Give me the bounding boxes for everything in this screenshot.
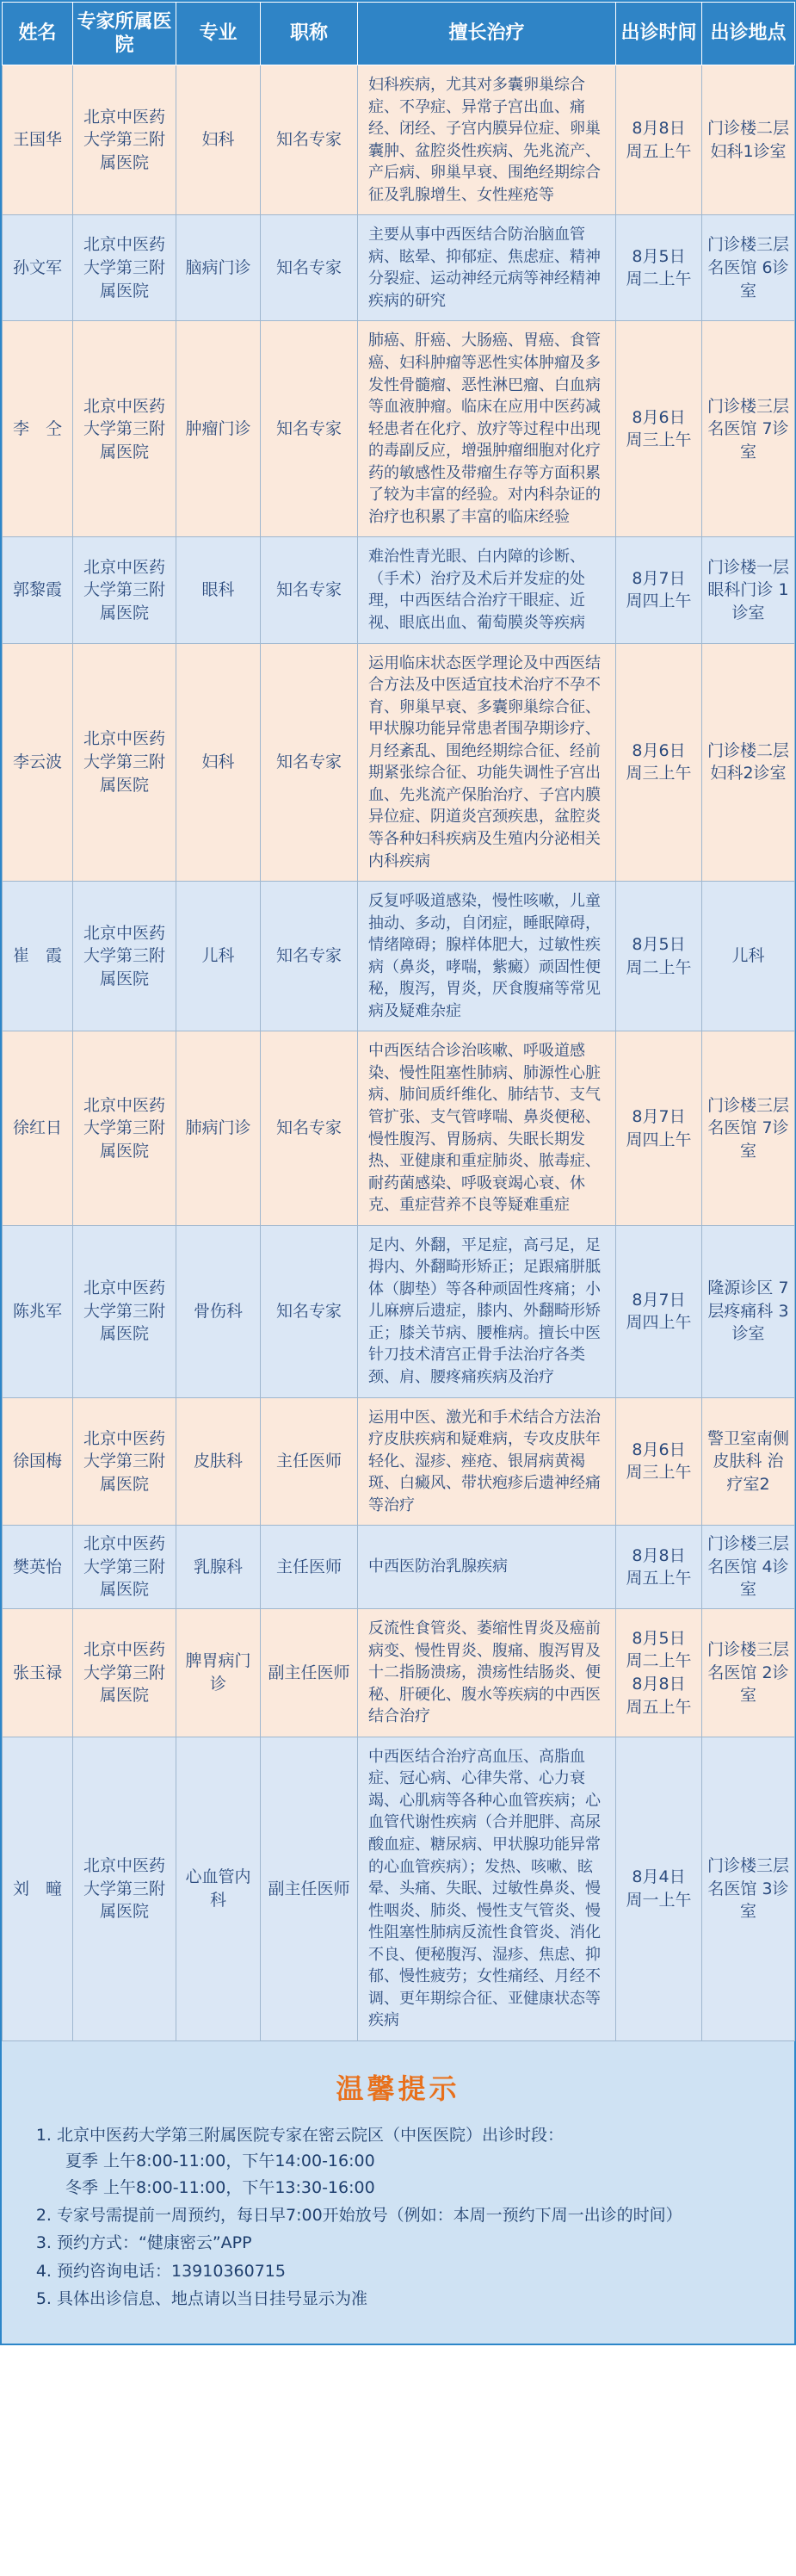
table-row bbox=[3, 1397, 795, 1526]
cell-title: 副主任医师 bbox=[261, 1737, 358, 2040]
cell-specialty: 中西医结合治疗高血压、高脂血症、冠心病、心律失常、心力衰竭、心肌病等各种心血管疾病；心血管代谢性疾病（合并肥胖、高尿酸血症、糖尿病、甲状腺功能异常的心血管疾病）；发热、咳嗽、眩晕、头痛、失眠、过敏性鼻炎、慢性咽炎、肺炎、慢性支气管炎、慢性阻塞性肺病反流性食管炎、消化不良、便秘腹泻、湿疹、焦虑、抑郁、慢性疲劳；女性痛经、月经不调、更年期综合征、亚健康状态等疾病 bbox=[358, 1737, 616, 2040]
cell-dept: 皮肤科 bbox=[176, 1397, 261, 1526]
cell-specialty: 反复呼吸道感染，慢性咳嗽，儿童抽动、多动，自闭症，睡眠障碍，情绪障碍；腺样体肥大，过敏性疾病（鼻炎，哮喘，紫癜）顽固性便秘，腹泻，胃炎，厌食腹痛等常见病及疑难杂症 bbox=[358, 882, 616, 1031]
cell-hospital: 北京中医药大学第三附属医院 bbox=[73, 1737, 176, 2040]
cell-title: 知名专家 bbox=[261, 321, 358, 537]
cell-location: 门诊楼一层 眼科门诊 1诊室 bbox=[702, 537, 795, 643]
cell-hospital: 北京中医药大学第三附属医院 bbox=[73, 1031, 176, 1225]
expert-schedule-table bbox=[2, 2, 795, 2041]
cell-time: 8月6日 周三上午 bbox=[616, 643, 702, 881]
cell-dept: 肿瘤门诊 bbox=[176, 321, 261, 537]
cell-title: 知名专家 bbox=[261, 215, 358, 321]
header-hospital: 专家所属医院 bbox=[73, 3, 176, 65]
cell-time: 8月5日 周二上午 bbox=[616, 882, 702, 1031]
notice-box bbox=[2, 2041, 794, 2344]
cell-hospital: 北京中医药大学第三附属医院 bbox=[73, 215, 176, 321]
cell-hospital: 北京中医药大学第三附属医院 bbox=[73, 1526, 176, 1609]
cell-location: 门诊楼三层 名医馆 3诊室 bbox=[702, 1737, 795, 2040]
cell-name: 刘 疃 bbox=[3, 1737, 73, 2040]
cell-time: 8月7日 周四上午 bbox=[616, 537, 702, 643]
cell-specialty: 反流性食管炎、萎缩性胃炎及癌前病变、慢性胃炎、腹痛、腹泻胃及十二指肠溃疡，溃疡性结肠炎、便秘、肝硬化、腹水等疾病的中西医结合治疗 bbox=[358, 1609, 616, 1737]
notice-item-text: 北京中医药大学第三附属医院专家在密云院区（中医医院）出诊时段： bbox=[57, 2125, 565, 2145]
cell-dept: 脑病门诊 bbox=[176, 215, 261, 321]
notice-winter-hours: 冬季 上午8:00-11:00，下午13:30-16:00 bbox=[65, 2177, 375, 2197]
cell-dept: 眼科 bbox=[176, 537, 261, 643]
cell-hospital: 北京中医药大学第三附属医院 bbox=[73, 643, 176, 881]
cell-title: 知名专家 bbox=[261, 1031, 358, 1225]
table-body bbox=[3, 65, 795, 2041]
table-row bbox=[3, 1526, 795, 1609]
cell-hospital: 北京中医药大学第三附属医院 bbox=[73, 1225, 176, 1397]
cell-name: 崔 霞 bbox=[3, 882, 73, 1031]
header-dept: 专业 bbox=[176, 3, 261, 65]
table-row bbox=[3, 643, 795, 881]
cell-name: 张玉禄 bbox=[3, 1609, 73, 1737]
cell-time: 8月7日 周四上午 bbox=[616, 1031, 702, 1225]
table-row bbox=[3, 882, 795, 1031]
cell-hospital: 北京中医药大学第三附属医院 bbox=[73, 1609, 176, 1737]
table-row bbox=[3, 537, 795, 643]
table-row bbox=[3, 215, 795, 321]
cell-title: 主任医师 bbox=[261, 1526, 358, 1609]
table-row bbox=[3, 1737, 795, 2040]
cell-hospital: 北京中医药大学第三附属医院 bbox=[73, 65, 176, 215]
cell-title: 主任医师 bbox=[261, 1397, 358, 1526]
cell-specialty: 中西医防治乳腺疾病 bbox=[358, 1526, 616, 1609]
cell-specialty: 运用中医、激光和手术结合方法治疗皮肤疾病和疑难病，专攻皮肤年轻化、湿疹、痤疮、银屑病黄褐斑、白癜风、带状疱疹后遗神经痛等治疗 bbox=[358, 1397, 616, 1526]
cell-hospital: 北京中医药大学第三附属医院 bbox=[73, 321, 176, 537]
cell-time: 8月6日 周三上午 bbox=[616, 1397, 702, 1526]
cell-time: 8月6日 周三上午 bbox=[616, 321, 702, 537]
cell-name: 徐国梅 bbox=[3, 1397, 73, 1526]
cell-title: 知名专家 bbox=[261, 537, 358, 643]
cell-title: 知名专家 bbox=[261, 1225, 358, 1397]
notice-title: 温馨提示 bbox=[336, 2071, 460, 2105]
cell-name: 徐红日 bbox=[3, 1031, 73, 1225]
header-title: 职称 bbox=[261, 3, 358, 65]
cell-location: 隆源诊区 7层疼痛科 3诊室 bbox=[702, 1225, 795, 1397]
notice-item: 4. 预约咨询电话：13910360715 bbox=[57, 2258, 760, 2284]
cell-dept: 儿科 bbox=[176, 882, 261, 1031]
cell-name: 李 仝 bbox=[3, 321, 73, 537]
cell-specialty: 肺癌、肝癌、大肠癌、胃癌、食管癌、妇科肿瘤等恶性实体肿瘤及多发性骨髓瘤、恶性淋巴瘤、白血病等血液肿瘤。临床在应用中医药减轻患者在化疗、放疗等过程中出现的毒副反应，增强肿瘤细胞对化疗药的敏感性及带瘤生存等方面积累了较为丰富的经验。对内科杂证的治疗也积累了丰富的临床经验 bbox=[358, 321, 616, 537]
cell-dept: 妇科 bbox=[176, 65, 261, 215]
cell-location: 门诊楼三层 名医馆 4诊室 bbox=[702, 1526, 795, 1609]
cell-dept: 肺病门诊 bbox=[176, 1031, 261, 1225]
cell-time: 8月5日 周二上午 8月8日 周五上午 bbox=[616, 1609, 702, 1737]
cell-time: 8月5日 周二上午 bbox=[616, 215, 702, 321]
table-row bbox=[3, 321, 795, 537]
table-row bbox=[3, 65, 795, 215]
cell-name: 李云波 bbox=[3, 643, 73, 881]
cell-specialty: 主要从事中西医结合防治脑血管病、眩晕、抑郁症、焦虑症、精神分裂症、运动神经元病等神经精神疾病的研究 bbox=[358, 215, 616, 321]
cell-location: 警卫室南侧 皮肤科 治疗室2 bbox=[702, 1397, 795, 1526]
notice-item: 3. 预约方式：“健康密云”APP bbox=[57, 2230, 760, 2256]
cell-title: 知名专家 bbox=[261, 65, 358, 215]
cell-dept: 乳腺科 bbox=[176, 1526, 261, 1609]
cell-hospital: 北京中医药大学第三附属医院 bbox=[73, 1397, 176, 1526]
cell-title: 知名专家 bbox=[261, 643, 358, 881]
cell-title: 副主任医师 bbox=[261, 1609, 358, 1737]
table-row bbox=[3, 1031, 795, 1225]
cell-location: 门诊楼三层 名医馆 7诊室 bbox=[702, 321, 795, 537]
cell-location: 门诊楼三层 名医馆 2诊室 bbox=[702, 1609, 795, 1737]
table-row bbox=[3, 1609, 795, 1737]
cell-specialty: 足内、外翻，平足症，高弓足，足拇内、外翻畸形矫正；足跟痛胼胝体（脚垫）等各种顽固性疼痛；小儿麻痹后遗症，膝内、外翻畸形矫正；膝关节病、腰椎病。擅长中医针刀技术清宫正骨手法治疗各类颈、肩、腰疼痛疾病及治疗 bbox=[358, 1225, 616, 1397]
cell-dept: 脾胃病门诊 bbox=[176, 1609, 261, 1737]
header-location: 出诊地点 bbox=[702, 3, 795, 65]
cell-location: 门诊楼三层 名医馆 7诊室 bbox=[702, 1031, 795, 1225]
cell-specialty: 难治性青光眼、白内障的诊断、（手术）治疗及术后并发症的处理，中西医结合治疗干眼症、近视、眼底出血、葡萄膜炎等疾病 bbox=[358, 537, 616, 643]
header-time: 出诊时间 bbox=[616, 3, 702, 65]
cell-dept: 心血管内科 bbox=[176, 1737, 261, 2040]
cell-name: 王国华 bbox=[3, 65, 73, 215]
cell-name: 樊英怡 bbox=[3, 1526, 73, 1609]
cell-specialty: 运用临床状态医学理论及中西医结合方法及中医适宜技术治疗不孕不育、卵巢早衰、多囊卵巢综合征、甲状腺功能异常患者围孕期诊疗、月经紊乱、围绝经期综合征、经前期紧张综合征、功能失调性子宫出血、先兆流产保胎治疗、子宫内膜异位症、阴道炎宫颈疾患，盆腔炎等各种妇科疾病及生殖内分泌相关内科疾病 bbox=[358, 643, 616, 881]
cell-hospital: 北京中医药大学第三附属医院 bbox=[73, 882, 176, 1031]
cell-location: 儿科 bbox=[702, 882, 795, 1031]
cell-title: 知名专家 bbox=[261, 882, 358, 1031]
cell-hospital: 北京中医药大学第三附属医院 bbox=[73, 537, 176, 643]
cell-location: 门诊楼二层 妇科1诊室 bbox=[702, 65, 795, 215]
notice-summer-hours: 夏季 上午8:00-11:00，下午14:00-16:00 bbox=[65, 2152, 375, 2171]
cell-time: 8月7日 周四上午 bbox=[616, 1225, 702, 1397]
cell-location: 门诊楼二层 妇科2诊室 bbox=[702, 643, 795, 881]
header-specialty: 擅长治疗 bbox=[358, 3, 616, 65]
cell-time: 8月8日 周五上午 bbox=[616, 1526, 702, 1609]
cell-specialty: 中西医结合诊治咳嗽、呼吸道感染、慢性阻塞性肺病、肺源性心脏病、肺间质纤维化、肺结节、支气管扩张、支气管哮喘、鼻炎便秘、慢性腹泻、胃肠病、失眠长期发热、亚健康和重症肺炎、脓毒症、耐药菌感染、呼吸衰竭心衰、休克、重症营养不良等疑难重症 bbox=[358, 1031, 616, 1225]
cell-time: 8月4日 周一上午 bbox=[616, 1737, 702, 2040]
cell-dept: 骨伤科 bbox=[176, 1225, 261, 1397]
notice-item: 2. 专家号需提前一周预约，每日早7:00开始放号（例如：本周一预约下周一出诊的时间） bbox=[57, 2202, 760, 2228]
cell-name: 陈兆军 bbox=[3, 1225, 73, 1397]
cell-name: 孙文军 bbox=[3, 215, 73, 321]
table-row bbox=[3, 1225, 795, 1397]
notice-list bbox=[36, 2122, 760, 2313]
cell-time: 8月8日 周五上午 bbox=[616, 65, 702, 215]
cell-dept: 妇科 bbox=[176, 643, 261, 881]
cell-specialty: 妇科疾病，尤其对多囊卵巢综合症、不孕症、异常子宫出血、痛经、闭经、子宫内膜异位症、卵巢囊肿、盆腔炎性疾病、先兆流产、产后病、卵巢早衰、围绝经期综合征及乳腺增生、女性痤疮等 bbox=[358, 65, 616, 215]
table-header-row bbox=[3, 3, 795, 65]
header-name: 姓名 bbox=[3, 3, 73, 65]
notice-item: 5. 具体出诊信息、地点请以当日挂号显示为准 bbox=[57, 2286, 760, 2312]
cell-location: 门诊楼三层 名医馆 6诊室 bbox=[702, 215, 795, 321]
notice-item bbox=[57, 2122, 760, 2201]
cell-name: 郭黎霞 bbox=[3, 537, 73, 643]
